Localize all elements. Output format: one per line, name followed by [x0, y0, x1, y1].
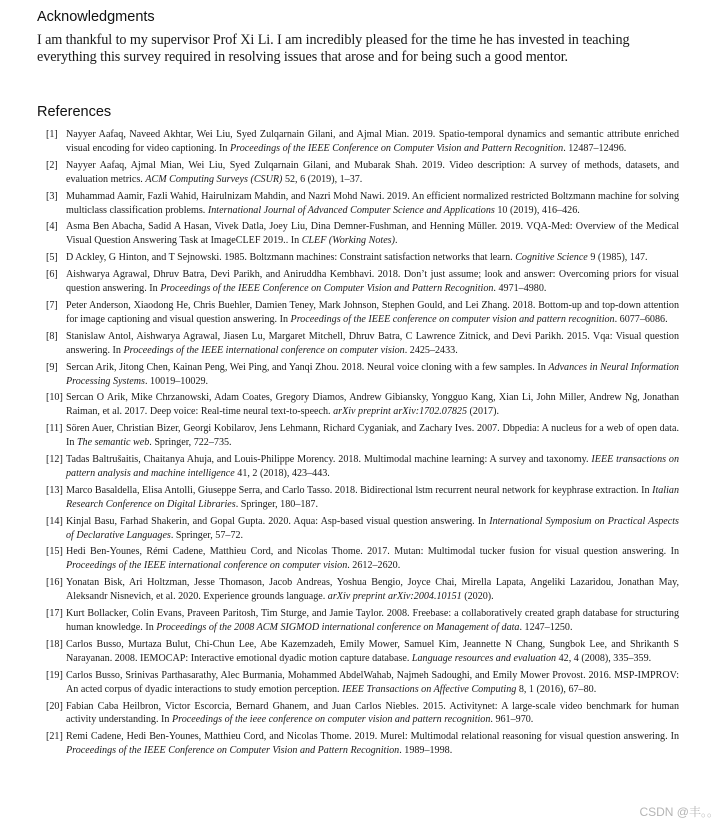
- reference-text: Yonatan Bisk, Ari Holtzman, Jesse Thomason, Jacob Andreas, Yoshua Bengio, Joyce Chai, Mirella Lapata, Angeliki Lazaridou, Jonathan May, Aleksandr Nisnevich, et al. 2020. Experience grounds language.: [66, 577, 679, 603]
- reference-text: Stanislaw Antol, Aishwarya Agrawal, Jiasen Lu, Margaret Mitchell, Dhruv Batra, C Lawrence Zitnick, and Devi Parikh. 2015. Vqa: Visual question answering. In: [66, 330, 679, 356]
- reference-text: Tadas Baltrušaitis, Chaitanya Ahuja, and Louis-Philippe Morency. 2018. Multimodal machine learning: A survey and taxonomy.: [66, 454, 592, 466]
- reference-pages: . Springer, 722–735.: [149, 437, 232, 449]
- reference-venue: Cognitive Science: [515, 252, 588, 264]
- reference-pages: .: [394, 235, 398, 247]
- reference-item: [37, 700, 679, 728]
- reference-venue: ACM Computing Surveys (CSUR): [145, 173, 283, 185]
- reference-pages: 41, 2 (2018), 423–443.: [234, 467, 330, 479]
- reference-text: Asma Ben Abacha, Sadid A Hasan, Vivek Datla, Joey Liu, Dina Demner-Fushman, and Henning Müller. 2019. VQA-Med: Overview of the Medical Visual Question Answering Task at ImageCLEF 2019.. In: [66, 221, 679, 247]
- reference-item: [37, 330, 679, 358]
- reference-number: [14]: [46, 515, 63, 527]
- reference-venue: arXiv preprint arXiv:1702.07825: [333, 406, 468, 418]
- reference-venue: Proceedings of the IEEE international conference on computer vision: [66, 560, 348, 572]
- reference-venue: International Symposium on Practical Aspects of Declarative Languages: [66, 515, 679, 541]
- reference-number: [19]: [46, 669, 63, 681]
- reference-venue: The semantic web: [76, 437, 150, 449]
- acknowledgments-heading: Acknowledgments: [37, 9, 155, 25]
- reference-pages: . 6077–6086.: [614, 313, 668, 325]
- reference-item: [37, 484, 679, 512]
- reference-item: [37, 128, 679, 156]
- reference-item: [37, 576, 679, 604]
- reference-number: [10]: [46, 392, 63, 404]
- reference-pages: 52, 6 (2019), 1–37.: [282, 173, 363, 185]
- reference-number: [5]: [46, 252, 58, 264]
- reference-number: [7]: [46, 299, 58, 311]
- reference-text: Kurt Bollacker, Colin Evans, Praveen Paritosh, Tim Sturge, and Jamie Taylor. 2008. Freebase: a collaboratively created graph database for structuring human knowledge. In: [66, 608, 679, 633]
- reference-pages: . 1989–1998.: [399, 745, 453, 757]
- reference-venue: Proceedings of the IEEE conference on computer vision and pattern recognition: [290, 313, 615, 325]
- reference-item: [37, 453, 679, 481]
- reference-venue: arXiv preprint arXiv:2004.10151: [327, 591, 462, 603]
- acknowledgments-text: I am thankful to my supervisor Prof Xi Li. I am incredibly pleased for the time he has invested in teaching everything this survey required in resolving issues that arose and for being such a good mentor.: [37, 32, 630, 65]
- reference-venue: Proceedings of the IEEE Conference on Computer Vision and Pattern Recognition: [229, 142, 564, 154]
- reference-pages: . 2612–2620.: [347, 560, 401, 572]
- reference-pages: (2020).: [461, 591, 494, 603]
- reference-text: Marco Basaldella, Elisa Antolli, Giuseppe Serra, and Carlo Tasso. 2018. Bidirectional lstm recurrent neural network for keyphrase extraction. In: [66, 484, 653, 496]
- reference-pages: . 10019–10029.: [144, 375, 209, 387]
- reference-venue: Proceedings of the 2008 ACM SIGMOD international conference on Management of data: [156, 622, 520, 633]
- reference-number: [2]: [46, 159, 58, 171]
- reference-pages: . 961–970.: [490, 714, 534, 726]
- reference-pages: 8, 1 (2016), 67–80.: [516, 683, 597, 695]
- reference-number: [21]: [46, 731, 63, 743]
- reference-venue: Proceedings of the IEEE international conference on computer vision: [123, 344, 405, 356]
- reference-venue: Language resources and evaluation: [411, 652, 557, 664]
- reference-pages: . Springer, 180–187.: [235, 498, 319, 510]
- reference-venue: Proceedings of the ieee conference on computer vision and pattern recognition: [171, 714, 491, 726]
- reference-pages: . 1247–1250.: [519, 622, 573, 633]
- reference-number: [18]: [46, 638, 63, 650]
- reference-item: [37, 669, 679, 697]
- reference-pages: 42, 4 (2008), 335–359.: [556, 652, 652, 664]
- reference-item: [37, 730, 679, 758]
- reference-number: [16]: [46, 577, 63, 589]
- reference-pages: (2017).: [467, 406, 499, 418]
- reference-item: [37, 607, 679, 635]
- reference-item: [37, 361, 679, 389]
- reference-text: Hedi Ben-Younes, Rémi Cadene, Matthieu Cord, and Nicolas Thome. 2017. Mutan: Multimodal tucker fusion for visual question answering. In: [66, 546, 679, 558]
- reference-number: [1]: [46, 129, 58, 140]
- reference-item: [37, 422, 679, 450]
- reference-text: Fabian Caba Heilbron, Victor Escorcia, Bernard Ghanem, and Juan Carlos Niebles. 2015. Activitynet: A large-scale video benchmark for human activity understanding. In: [66, 700, 679, 726]
- reference-text: Sercan Arik, Jitong Chen, Kainan Peng, Wei Ping, and Yanqi Zhou. 2018. Neural voice cloning with a few samples. In: [66, 361, 549, 373]
- reference-number: [9]: [46, 361, 58, 373]
- reference-item: [37, 251, 679, 265]
- page-content: [37, 7, 679, 761]
- reference-venue: IEEE transactions on pattern analysis and machine intelligence: [66, 454, 679, 479]
- reference-list: [37, 128, 679, 758]
- reference-venue: CLEF (Working Notes): [301, 235, 395, 247]
- reference-number: [8]: [46, 330, 58, 342]
- reference-venue: IEEE Transactions on Affective Computing: [342, 683, 517, 695]
- reference-number: [13]: [46, 484, 63, 496]
- reference-text: D Ackley, G Hinton, and T Sejnowski. 1985. Boltzmann machines: Constraint satisfaction networks that learn.: [66, 252, 516, 264]
- reference-item: [37, 268, 679, 296]
- reference-venue: Proceedings of the IEEE Conference on Computer Vision and Pattern Recognition: [66, 745, 400, 757]
- references-heading: References: [37, 104, 112, 120]
- reference-number: [3]: [46, 190, 58, 202]
- reference-pages: 9 (1985), 147.: [587, 252, 648, 264]
- reference-item: [37, 190, 679, 218]
- reference-pages: . 12487–12496.: [563, 142, 627, 154]
- reference-text: Carlos Busso, Murtaza Bulut, Chi-Chun Lee, Abe Kazemzadeh, Emily Mower, Samuel Kim, Jeannette N Chang, Sungbok Lee, and Shrikanth S Narayanan. 2008. IEMOCAP: Interactive emotional dyadic motion capture database.: [66, 638, 679, 664]
- reference-text: Aishwarya Agrawal, Dhruv Batra, Devi Parikh, and Aniruddha Kembhavi. 2018. Don’t just assume; look and answer: Overcoming priors for visual question answering. In: [66, 269, 679, 295]
- reference-pages: 10 (2019), 416–426.: [494, 204, 580, 216]
- reference-text: Remi Cadene, Hedi Ben-Younes, Matthieu Cord, and Nicolas Thome. 2019. Murel: Multimodal relational reasoning for visual question answering. In: [66, 731, 679, 743]
- reference-item: [37, 638, 679, 666]
- reference-item: [37, 299, 679, 327]
- reference-text: Nayyer Aafaq, Ajmal Mian, Wei Liu, Syed Zulqarnain Gilani, and Mubarak Shah. 2019. Video description: A survey of methods, datasets, and evaluation metrics.: [66, 159, 679, 185]
- reference-item: [37, 159, 679, 187]
- reference-number: [4]: [46, 221, 58, 233]
- reference-text: Kinjal Basu, Farhad Shakerin, and Gopal Gupta. 2020. Aqua: Asp-based visual question answering. In: [66, 515, 490, 527]
- reference-venue: International Journal of Advanced Computer Science and Applications: [207, 204, 495, 216]
- reference-number: [20]: [46, 700, 63, 712]
- reference-text: Sercan O Arik, Mike Chrzanowski, Adam Coates, Gregory Diamos, Andrew Gibiansky, Yongguo Kang, Xian Li, John Miller, Andrew Ng, Jonathan Raiman, et al. 2017. Deep voice: Real-time neural text-to-speech.: [66, 392, 679, 418]
- reference-item: [37, 220, 679, 248]
- reference-text: Muhammad Aamir, Fazli Wahid, Hairulnizam Mahdin, and Nazri Mohd Nawi. 2019. An efficient normalized restricted Boltzmann machine for solving multiclass classification problems.: [66, 190, 679, 216]
- reference-number: [6]: [46, 269, 58, 281]
- reference-number: [17]: [46, 608, 63, 620]
- reference-text: Carlos Busso, Srinivas Parthasarathy, Alec Burmania, Mohammed AbdelWahab, Najmeh Sadoughi, and Emily Mower Provost. 2016. MSP-IMPROV: An acted corpus of dyadic interactions to study emotion perception.: [66, 669, 679, 695]
- reference-number: [12]: [46, 454, 63, 466]
- csdn-watermark: CSDN @丰。。: [639, 805, 719, 819]
- reference-text: Sören Auer, Christian Bizer, Georgi Kobilarov, Jens Lehmann, Richard Cyganiak, and Zachary Ives. 2007. Dbpedia: A nucleus for a web of open data. In: [66, 423, 679, 449]
- reference-venue: Advances in Neural Information Processing Systems: [66, 361, 679, 387]
- reference-text: Peter Anderson, Xiaodong He, Chris Buehler, Damien Teney, Mark Johnson, Stephen Gould, and Lei Zhang. 2018. Bottom-up and top-down attention for image captioning and visual question answering. In: [66, 299, 679, 325]
- reference-venue: Proceedings of the IEEE Conference on Computer Vision and Pattern Recognition: [160, 283, 494, 295]
- reference-item: [37, 545, 679, 573]
- reference-pages: . 4971–4980.: [493, 283, 547, 295]
- reference-item: [37, 391, 679, 419]
- reference-pages: . Springer, 57–72.: [170, 529, 244, 541]
- reference-venue: Italian Research Conference on Digital Libraries: [66, 484, 679, 510]
- reference-number: [11]: [46, 423, 63, 435]
- reference-number: [15]: [46, 546, 63, 558]
- reference-pages: . 2425–2433.: [404, 344, 458, 356]
- reference-item: [37, 515, 679, 543]
- reference-text: Nayyer Aafaq, Naveed Akhtar, Wei Liu, Syed Zulqarnain Gilani, and Ajmal Mian. 2019. Spatio-temporal dynamics and semantic attribute enriched visual encoding for video captioning. In: [66, 129, 679, 154]
